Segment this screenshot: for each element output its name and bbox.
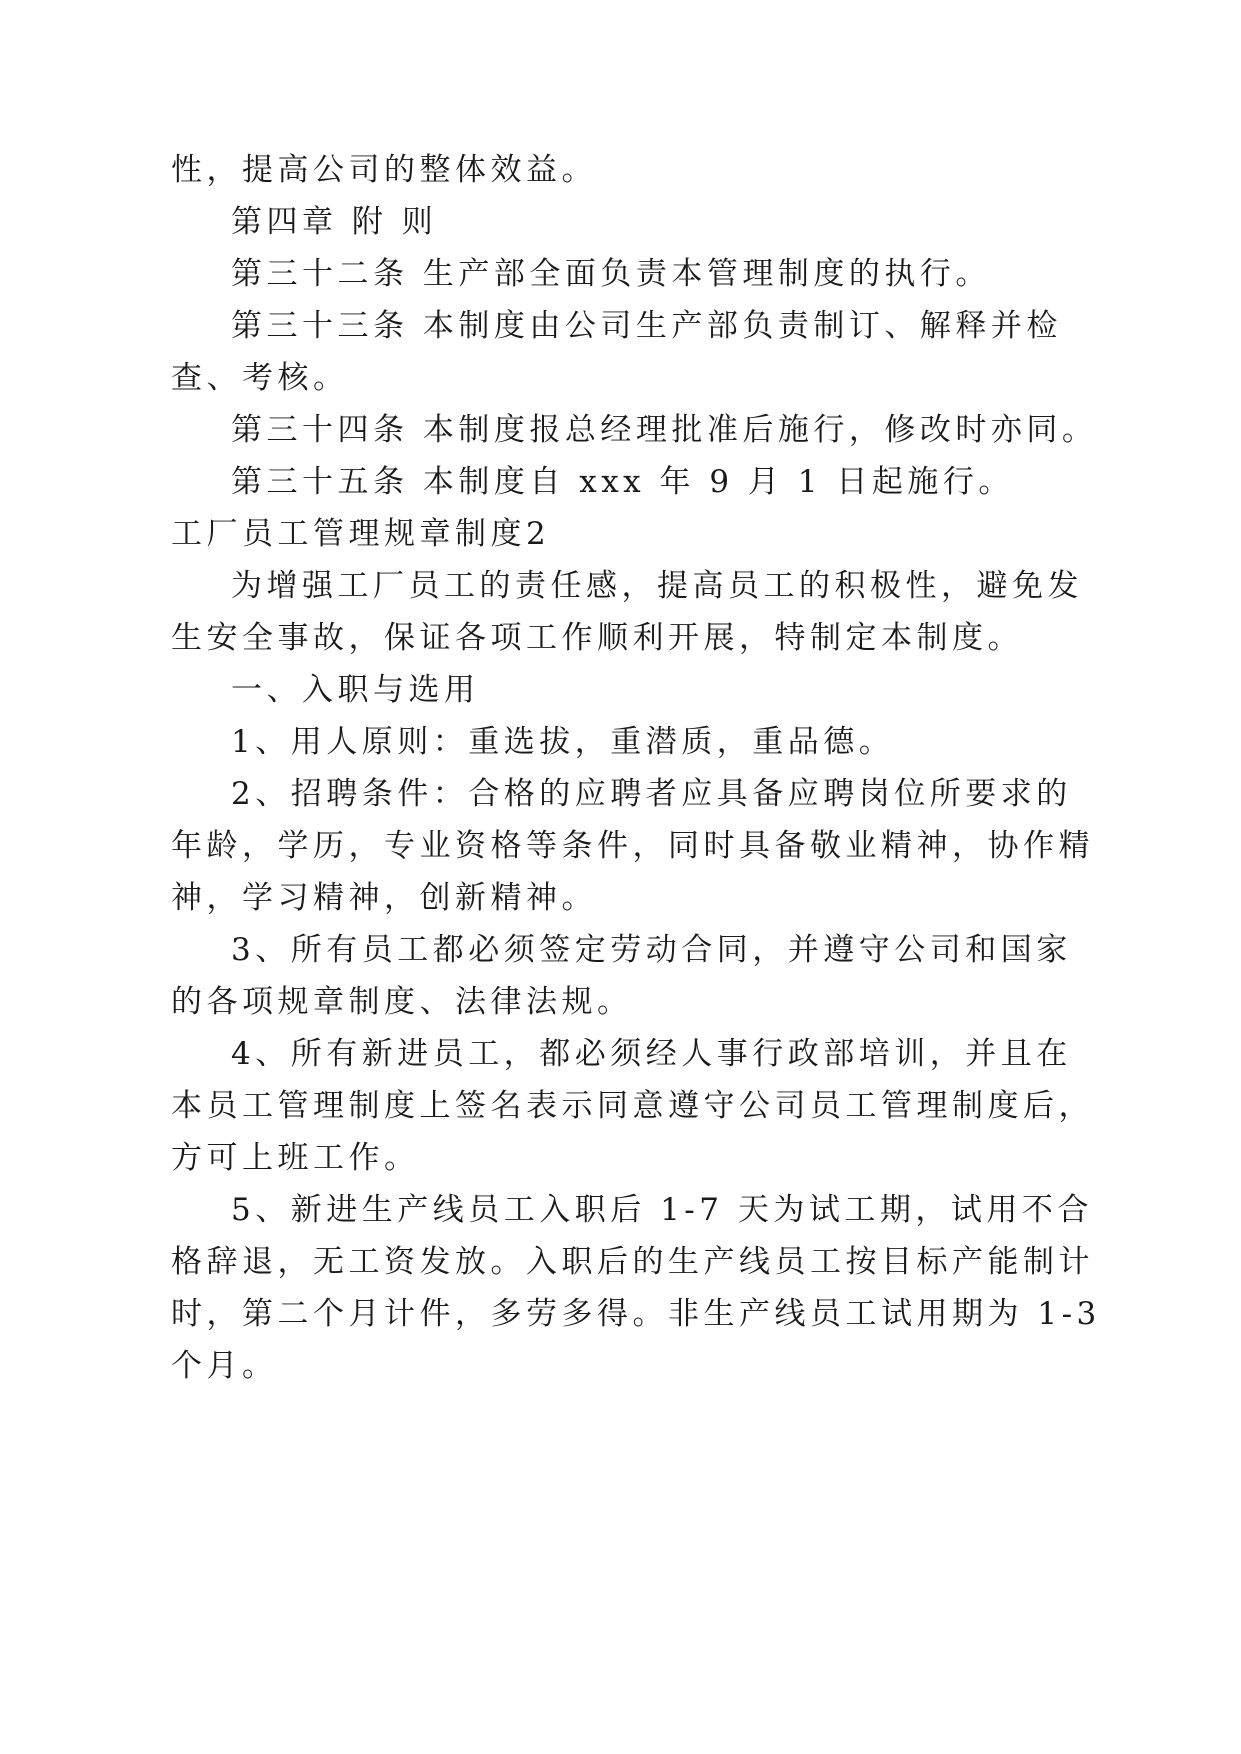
- list-item: 1、用人原则：重选拔，重潜质，重品德。: [231, 724, 895, 760]
- paragraph-line: 神，学习精神，创新精神。: [171, 880, 597, 916]
- paragraph-line: 格辞退，无工资发放。入职后的生产线员工按目标产能制计: [171, 1244, 1094, 1280]
- article-33: 第三十三条 本制度由公司生产部负责制订、解释并检: [231, 308, 1062, 344]
- paragraph-line: 个月。: [171, 1348, 278, 1384]
- list-item: 5、新进生产线员工入职后 1-7 天为试工期，试用不合: [231, 1192, 1093, 1228]
- paragraph-line: 的各项规章制度、法律法规。: [171, 984, 633, 1020]
- paragraph-line: 时，第二个月计件，多劳多得。非生产线员工试用期为 1-3: [171, 1296, 1101, 1332]
- section-title: 工厂员工管理规章制度2: [171, 516, 551, 552]
- paragraph-line: 为增强工厂员工的责任感，提高员工的积极性，避免发: [231, 568, 1083, 604]
- paragraph-line: 生安全事故，保证各项工作顺利开展，特制定本制度。: [171, 620, 1023, 656]
- paragraph-line: 方可上班工作。: [171, 1140, 420, 1176]
- article-32: 第三十二条 生产部全面负责本管理制度的执行。: [231, 256, 991, 292]
- list-item: 2、招聘条件：合格的应聘者应具备应聘岗位所要求的: [231, 776, 1072, 812]
- paragraph-line: 查、考核。: [171, 360, 349, 396]
- list-item: 3、所有员工都必须签定劳动合同，并遵守公司和国家: [231, 932, 1072, 968]
- article-35: 第三十五条 本制度自 xxx 年 9 月 1 日起施行。: [231, 464, 1014, 500]
- subsection-heading: 一、入职与选用: [231, 672, 480, 708]
- chapter-heading: 第四章 附 则: [231, 204, 438, 240]
- article-34: 第三十四条 本制度报总经理批准后施行，修改时亦同。: [231, 412, 1098, 448]
- paragraph-line: 本员工管理制度上签名表示同意遵守公司员工管理制度后，: [171, 1088, 1094, 1124]
- list-item: 4、所有新进员工，都必须经人事行政部培训，并且在: [231, 1036, 1072, 1072]
- paragraph-line: 年龄，学历，专业资格等条件，同时具备敬业精神，协作精: [171, 828, 1094, 864]
- paragraph-line: 性，提高公司的整体效益。: [171, 152, 597, 188]
